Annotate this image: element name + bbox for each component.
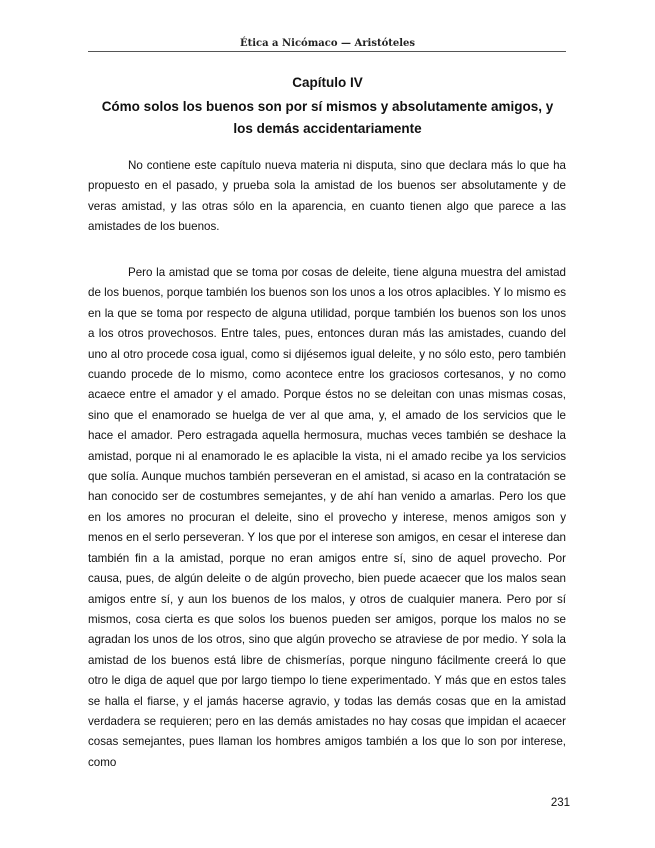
page-number: 231	[550, 797, 570, 809]
paragraph: No contiene este capítulo nueva materia ni disputa, sino que declara más lo que ha propuesto en el pasado, y prueba sola la amistad de los buenos ser absolutamente y de veras amistad, y las otras sólo en la aparencia, en cuanto tienen algo que parece a las amistades de los buenos.	[88, 159, 566, 234]
paragraph: Pero la amistad que se toma por cosas de deleite, tiene alguna muestra del amistad de los buenos, porque también los buenos son los unos a los otros aplacibles. Y lo mismo es en la que se toma por respecto de alguna utilidad, porque también los buenos son los unos a los otros provechosos. Entre tales, pues, entonces duran más las amistades, cuando del uno al otro procede cosa igual, como si dijésemos igual deleite, y no sólo esto, pero también cuando procede de lo mismo, como acontece entre los graciosos cortesanos, y no como acaece entre el amador y el amado. Porque éstos no se deleitan con unas mismas cosas, sino que el enamorado se huelga de ver al que ama, y, el amado de los servicios que le hace el amador. Pero estragada aquella hermosura, muchas veces también se deshace la amistad, porque ni al enamorado le es aplacible la vista, ni el amado recibe ya los servicios que solía. Aunque muchos también perseveran en el amistad, si acaso en la contratación se han conocido ser de costumbres semejantes, y de ahí han venido a amarlas. Pero los que en los amores no procuran el deleite, sino el provecho y interese, menos amigos son y menos en el serlo perseveran. Y los que por el interese son amigos, en cesar el interese dan también fin a la amistad, porque no eran amigos entre sí, sino de aquel provecho. Por causa, pues, de algún deleite o de algún provecho, bien puede acaecer que los malos sean amigos entre sí, y aun los buenos de los malos, y otros de cualquier manera. Pero por sí mismos, cosa cierta es que solos los buenos pueden ser amigos, porque los malos no se agradan los unos de los otros, sino que algún provecho se atraviese de por medio. Y sola la amistad de los buenos está libre de chismerías, porque ninguno fácilmente creerá lo que otro le diga de aquel que por largo tiempo lo tiene experimentado. Y más que en estos tales se halla el fiarse, y el jamás hacerse agravio, y todas las demás cosas que en la amistad verdadera se requieren; pero en las demás amistades no hay cosas que impidan el acaecer cosas semejantes, pues llaman los hombres amigos también a los que lo son por interese, como	[88, 266, 566, 769]
chapter-subtitle: Cómo solos los buenos son por sí mismos y absolutamente amigos, y los demás accidentariamente	[101, 99, 554, 136]
header-rule	[88, 51, 566, 52]
running-header: Ética a Nicómaco — Aristóteles	[239, 38, 416, 49]
chapter-title: Capítulo IV	[292, 75, 363, 90]
